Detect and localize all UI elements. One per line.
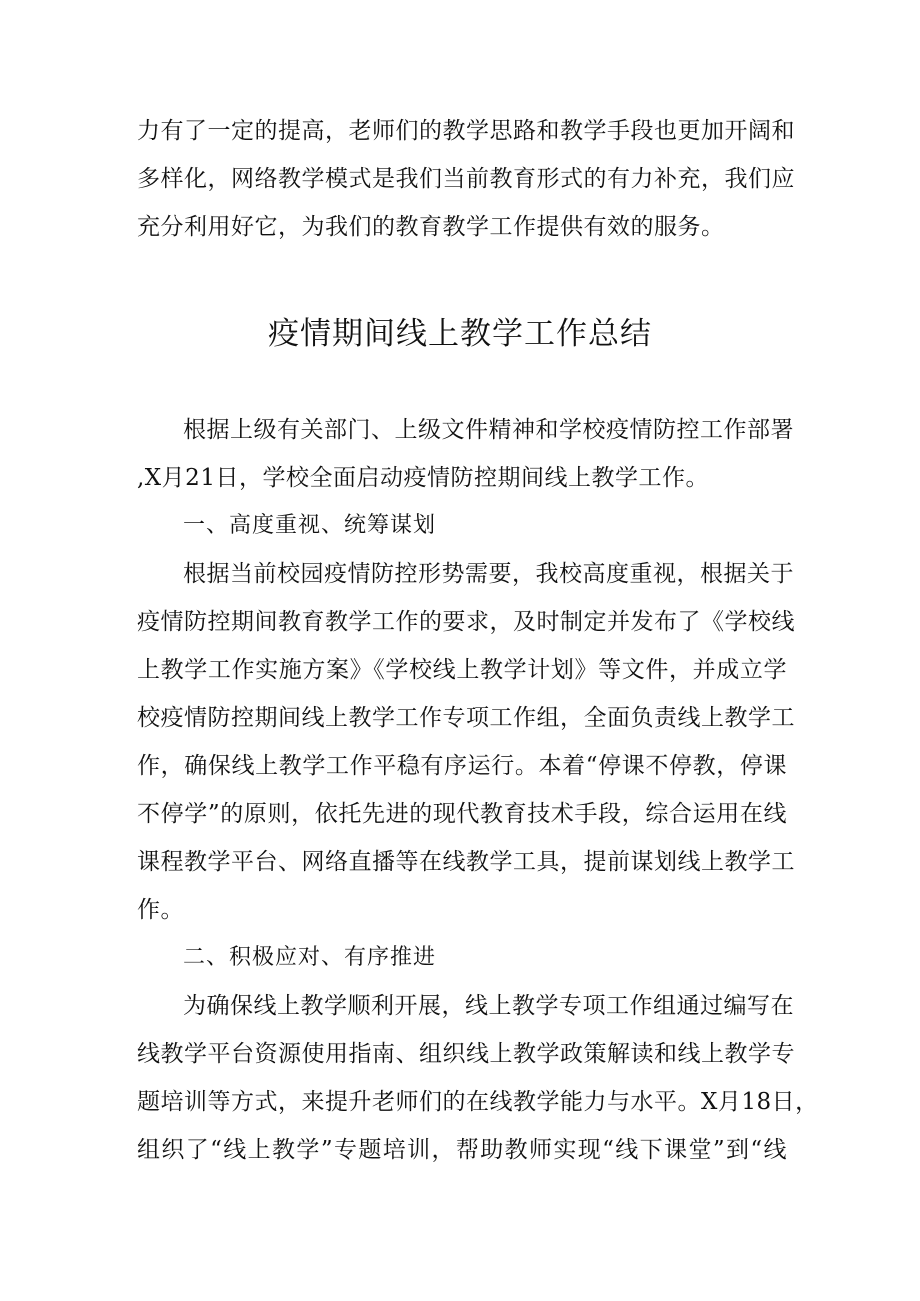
text-line: 组织了“线上教学”专题培训，帮助教师实现“线下课堂”到“线 [137, 1137, 787, 1163]
text-line: 根据上级有关部门、上级文件精神和学校疫情防控工作部署 [183, 417, 794, 443]
text-line: 多样化，网络教学模式是我们当前教育形式的有力补充，我们应 [137, 166, 795, 192]
text-line: 课程教学平台、网络直播等在线教学工具，提前谋划线上教学工 [137, 849, 795, 875]
text-line: 力有了一定的提高，老师们的教学思路和教学手段也更加开阔和 [137, 118, 795, 144]
text-line: 根据当前校园疫情防控形势需要，我校高度重视，根据关于 [183, 561, 794, 587]
document-title: 疫情期间线上教学工作总结 [268, 316, 652, 352]
text-line: 充分利用好它，为我们的教育教学工作提供有效的服务。 [137, 214, 725, 240]
text-line: ,X月21日，学校全面启动疫情防控期间线上教学工作。 [137, 465, 709, 491]
text-line: 题培训等方式，来提升老师们的在线教学能力与水平。X月18日， [137, 1089, 819, 1115]
section-heading-1: 一、高度重视、统筹谋划 [183, 513, 437, 538]
text-line: 作，确保线上教学工作平稳有序运行。本着“停课不停教，停课 [137, 753, 787, 779]
text-line: 线教学平台资源使用指南、组织线上教学政策解读和线上教学专 [137, 1041, 795, 1067]
section-heading-2: 二、积极应对、有序推进 [183, 945, 437, 970]
text-line: 上教学工作实施方案》《学校线上教学计划》等文件，并成立学 [137, 657, 787, 683]
text-line: 疫情防控期间教育教学工作的要求，及时制定并发布了《学校线 [137, 609, 795, 635]
text-line: 为确保线上教学顺利开展，线上教学专项工作组通过编写在 [183, 993, 794, 1019]
text-line: 不停学”的原则，依托先进的现代教育技术手段，综合运用在线 [137, 801, 787, 827]
text-line: 校疫情防控期间线上教学工作专项工作组，全面负责线上教学工 [137, 705, 795, 731]
text-line: 作。 [137, 897, 184, 923]
